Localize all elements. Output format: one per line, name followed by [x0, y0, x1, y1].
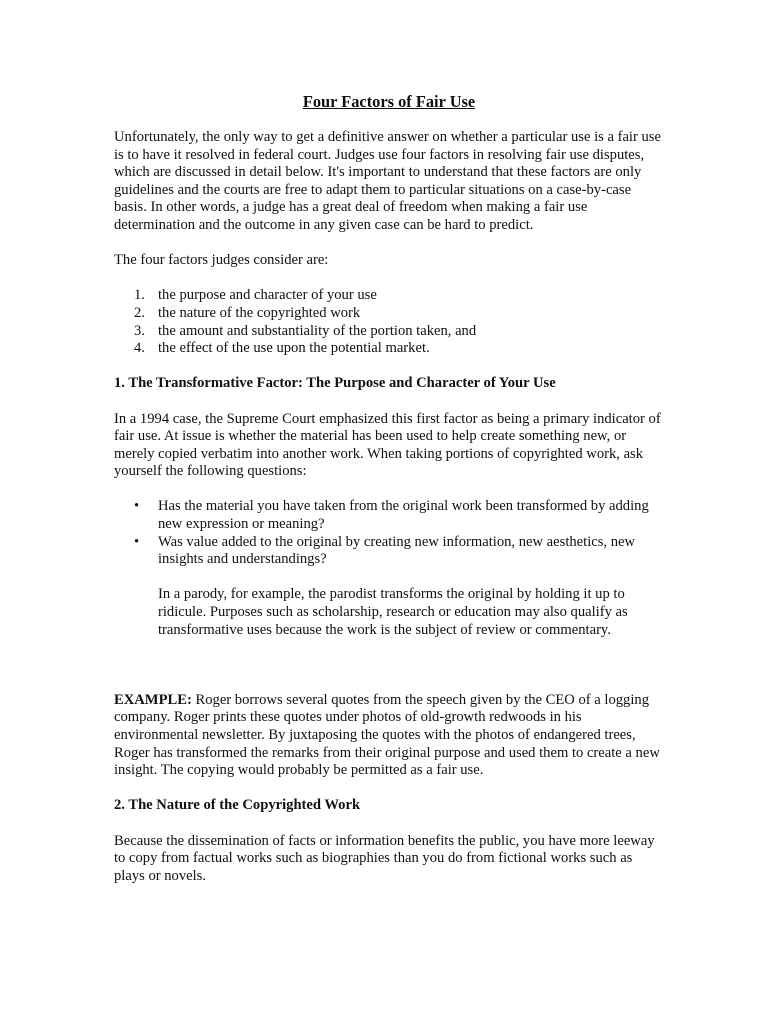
question-text: Was value added to the original by creating new information, new aesthetics, new insights and understandings?: [158, 533, 636, 568]
section2-body: Because the dissemination of facts or information benefits the public, you have more leeway to copy from factual works such as biographies than you do from fictional works such as plays or novels.: [114, 832, 655, 884]
spacer: [114, 393, 664, 411]
section1-heading: 1. The Transformative Factor: The Purpose and Character of Your Use: [114, 375, 556, 392]
factor-text: the nature of the copyrighted work: [158, 304, 361, 321]
factor-item: [114, 305, 664, 323]
spacer: [114, 815, 664, 833]
spacer: [114, 569, 664, 587]
document-page: [114, 92, 664, 885]
factor-number: 2.: [134, 304, 145, 321]
question-text: Has the material you have taken from the original work been transformed by adding new expression or meaning?: [158, 498, 649, 533]
factors-intro: The four factors judges consider are:: [114, 252, 329, 269]
factor-number: 1.: [134, 287, 145, 304]
document-title: Four Factors of Fair Use: [302, 92, 476, 111]
factor-item: [114, 287, 664, 305]
spacer: [114, 235, 664, 253]
spacer: [114, 674, 664, 692]
factor-text: the purpose and character of your use: [158, 287, 377, 304]
question-item: [114, 534, 664, 569]
bullet-icon: •: [134, 533, 140, 550]
factor-number: 3.: [134, 322, 145, 339]
bullet-icon: •: [134, 498, 140, 515]
example-label: EXAMPLE:: [114, 691, 192, 708]
factor-text: the effect of the use upon the potential market.: [158, 340, 430, 357]
spacer: [114, 358, 664, 376]
spacer: [114, 780, 664, 798]
factors-list: [114, 287, 664, 357]
spacer: [114, 481, 664, 499]
question-item: [114, 498, 664, 533]
factor-text: the amount and substantiality of the portion taken, and: [158, 322, 477, 339]
intro-paragraph: Unfortunately, the only way to get a definitive answer on whether a particular use is a fair use is to have it resolved in federal court. Judges use four factors in resolving fair use disputes, which are discussed in detail below. It's important to understand that these factors are only guidelines and the courts are free to adapt them to particular situations on a case-by-case basis. In other words, a judge has a great deal of freedom when making a fair use determination and the outcome in any given case can be hard to predict.: [114, 129, 661, 233]
spacer: [114, 639, 664, 674]
parody-paragraph: In a parody, for example, the parodist transforms the original by holding it up to ridicule. Purposes such as scholarship, research or education may also qualify as transformative uses because the work is the subject of review or commentary.: [158, 586, 628, 638]
section1-body: In a 1994 case, the Supreme Court emphasized this first factor as being a primary indicator of fair use. At issue is whether the material has been used to help create something new, or merely copied verbatim into another work. When taking portions of copyrighted work, ask yourself the following questions:: [114, 410, 661, 480]
spacer: [114, 270, 664, 288]
factor-item: [114, 340, 664, 358]
factor-number: 4.: [134, 340, 145, 357]
example-paragraph: [114, 692, 664, 780]
factor-item: [114, 323, 664, 341]
questions-list: [114, 498, 664, 568]
example-text: Roger borrows several quotes from the speech given by the CEO of a logging company. Roger prints these quotes under photos of old-growth redwoods in his environmental newsletter. By juxtaposing the quotes with the photos of endangered trees, Roger has transformed the remarks from their original purpose and used them to create a new insight. The copying would probably be permitted as a fair use.: [114, 691, 660, 779]
section2-heading: 2. The Nature of the Copyrighted Work: [114, 797, 361, 814]
